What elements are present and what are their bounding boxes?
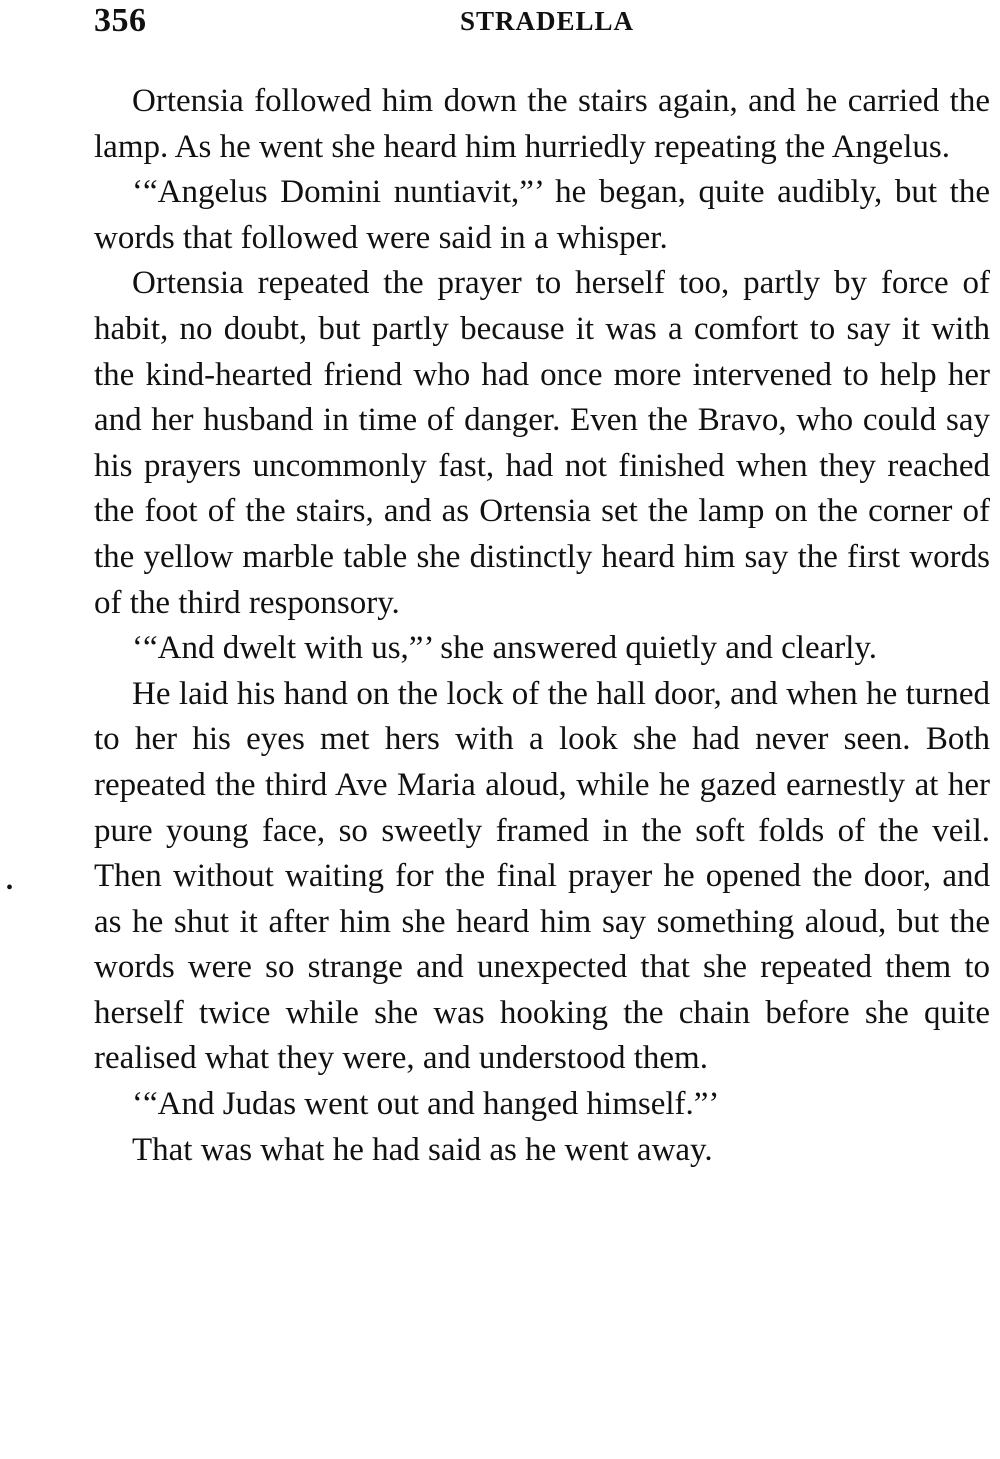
paragraph-1: Ortensia followed him down the stairs again, and he carried the lamp. As he went she heard him hurriedly repeating the Angelus. <box>94 83 990 165</box>
page-header <box>94 2 990 48</box>
paragraph-3: Ortensia repeated the prayer to herself too, partly by force of habit, no doubt, but partly because it was a comfort to say it with the kind-hearted friend who had once more intervened to help her and her husband in time of danger. Even the Bravo, who could say his prayers uncommonly fast, had not finished when they reached the foot of the stairs, and as Ortensia set the lamp on the corner of the yellow marble table she distinctly heard him say the first words of the third responsory. <box>94 265 990 621</box>
stray-ink-mark: • <box>6 877 14 899</box>
paragraph-5: He laid his hand on the lock of the hall door, and when he turned to her his eyes met hers with a look she had never seen. Both repeated the third Ave Maria aloud, while he gazed earnestly at her pure young face, so sweetly framed in the soft folds of the veil. Then without waiting for the final prayer he opened the door, and as he shut it after him she heard him say something aloud, but the words were so strange and unexpected that she repeated them to herself twice while she was hooking the chain before she quite realised what they were, and understood them. <box>94 675 990 1077</box>
paragraph-6: ‘“And Judas went out and hanged himself.”’ <box>132 1086 720 1123</box>
paragraph-7: That was what he had said as he went away. <box>132 1131 713 1168</box>
running-title: STRADELLA <box>459 6 635 36</box>
paragraph-4: ‘“And dwelt with us,”’ she answered quietly and clearly. <box>132 630 877 667</box>
paragraph-2: ‘“Angelus Domini nuntiavit,”’ he began, quite audibly, but the words that followed were said in a whisper. <box>94 174 990 256</box>
body-text <box>94 79 990 1173</box>
page-number: 356 <box>94 2 147 39</box>
